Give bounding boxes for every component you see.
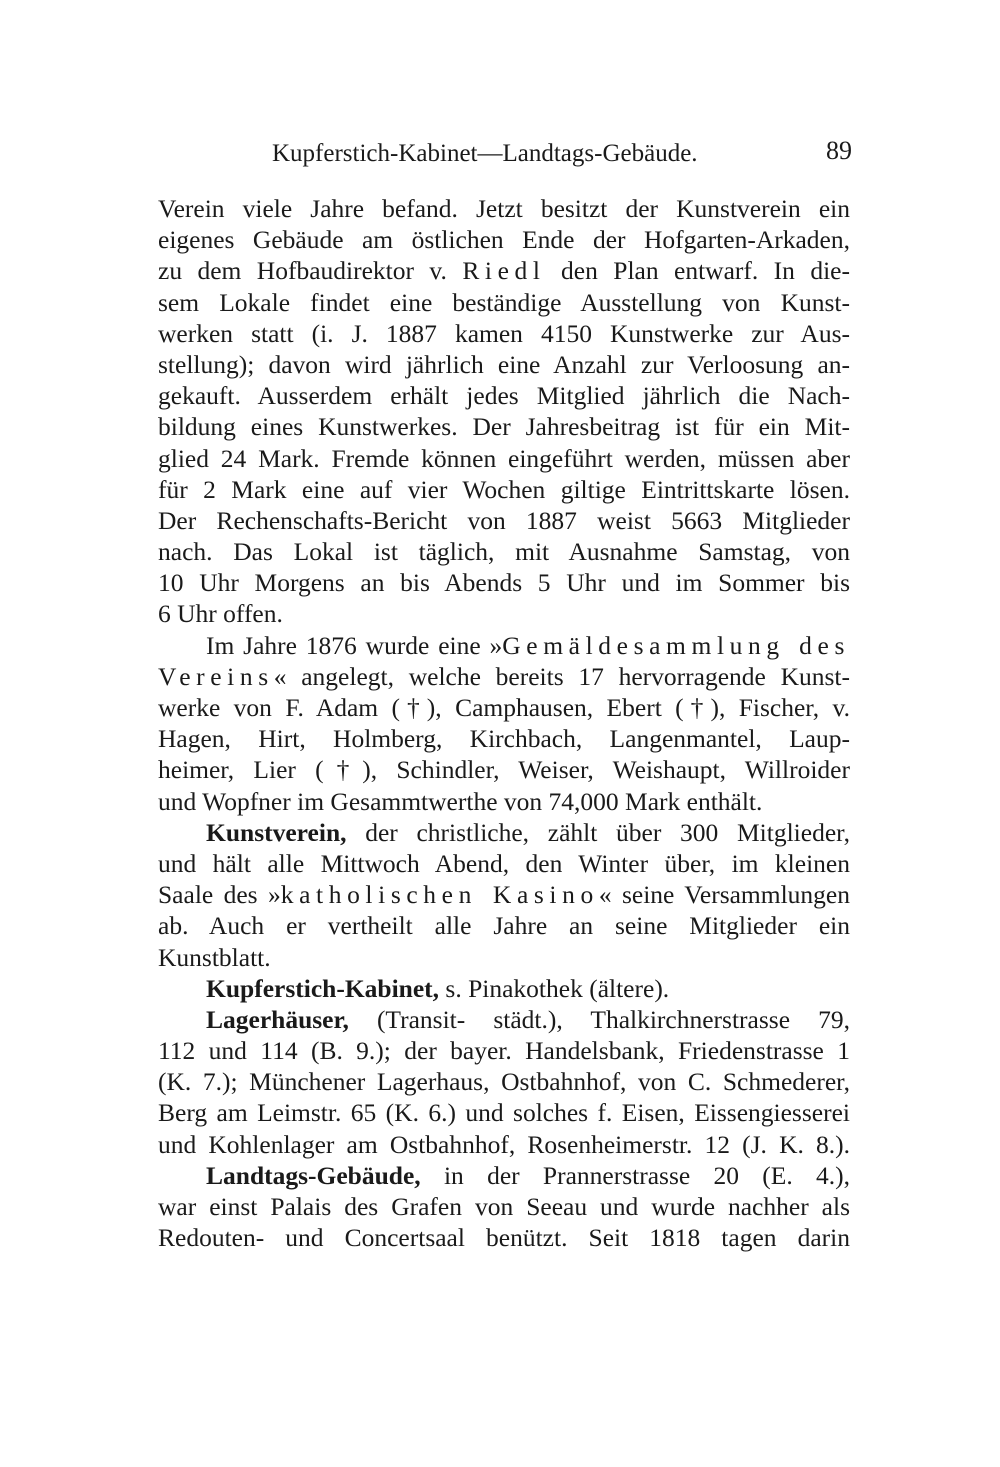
text-line: sem Lokale findet eine beständige Ausstellung von Kunst- xyxy=(158,287,850,317)
spaced-name: Riedl xyxy=(462,256,546,286)
entry-heading: Kupferstich-Kabinet, xyxy=(206,973,440,1003)
entry-heading: Landtags-Gebäude, xyxy=(206,1160,421,1190)
spaced-name: katholischen Kasino xyxy=(280,880,599,910)
text-line: stellung); davon wird jährlich eine Anzahl zur Verloosung an- xyxy=(158,349,850,379)
text-line: Redouten- und Concertsaal benützt. Seit 1818 tagen darin xyxy=(158,1223,850,1253)
text-line: war einst Palais des Grafen von Seeau und wurde nachher als xyxy=(158,1192,850,1221)
spaced-title: Gemäldesammlung des xyxy=(502,630,850,660)
text-line: bildung eines Kunstwerkes. Der Jahresbeitrag ist für ein Mit- xyxy=(158,412,850,442)
text-line: Vereins« angelegt, welche bereits 17 hervorragende Kunst- xyxy=(158,661,850,691)
spaced-title: Vereins xyxy=(158,661,274,691)
text-line: und Wopfner im Gesammtwerthe von 74,000 Mark enthält. xyxy=(158,786,763,816)
text-line: gekauft. Ausserdem erhält jedes Mitglied jährlich die Nach- xyxy=(158,381,850,411)
text-line: Kunstverein, der christliche, zählt über 300 Mitglieder, xyxy=(206,817,850,847)
text-line: für 2 Mark eine auf vier Wochen giltige Eintrittskarte lösen. xyxy=(158,474,850,504)
entry-heading: Kunstverein, xyxy=(206,817,347,847)
text-line: nach. Das Lokal ist täglich, mit Ausnahme Samstag, von xyxy=(158,537,850,567)
text-line: zu dem Hofbaudirektor v. Riedl den Plan entwarf. In die- xyxy=(158,256,850,286)
running-head: Kupferstich-Kabinet—Landtags-Gebäude. xyxy=(272,140,698,167)
text-line: und Kohlenlager am Ostbahnhof, Rosenheimerstr. 12 (J. K. 8.). xyxy=(158,1129,850,1159)
text-line: Kupferstich-Kabinet, s. Pinakothek (ältere). xyxy=(206,973,670,1003)
text-line: Lagerhäuser, (Transit- städt.), Thalkirchnerstrasse 79, xyxy=(206,1004,850,1034)
text-line: ab. Auch er vertheilt alle Jahre an seine Mitglieder ein xyxy=(158,911,850,941)
text-line: 10 Uhr Morgens an bis Abends 5 Uhr und im Sommer bis xyxy=(158,568,850,598)
entry-heading: Lagerhäuser, xyxy=(206,1004,349,1034)
text-line: (K. 7.); Münchener Lagerhaus, Ostbahnhof, von C. Schmederer, xyxy=(158,1067,850,1097)
text-line: eigenes Gebäude am östlichen Ende der Hofgarten-Arkaden, xyxy=(158,225,850,255)
text-line: Berg am Leimstr. 65 (K. 6.) und solches f. Eisen, Eissengiesserei xyxy=(158,1098,850,1128)
text-line: 112 und 114 (B. 9.); der bayer. Handelsbank, Friedenstrasse 1 xyxy=(158,1036,850,1066)
text-line: heimer, Lier (†), Schindler, Weiser, Weishaupt, Willroider xyxy=(158,755,850,785)
body-text xyxy=(158,193,850,1253)
page-number: 89 xyxy=(826,136,852,165)
text-line: Im Jahre 1876 wurde eine »Gemäldesammlung des xyxy=(206,630,850,660)
text-line: werke von F. Adam (†), Camphausen, Ebert (†), Fischer, v. xyxy=(158,693,850,722)
text-line: Landtags-Gebäude, in der Prannerstrasse 20 (E. 4.), xyxy=(206,1160,850,1190)
text-line: Verein viele Jahre befand. Jetzt besitzt der Kunstverein ein xyxy=(158,194,850,223)
text-line: Hagen, Hirt, Holmberg, Kirchbach, Langenmantel, Laup- xyxy=(158,724,850,754)
text-line: und hält alle Mittwoch Abend, den Winter über, im kleinen xyxy=(158,848,850,878)
text-line: 6 Uhr offen. xyxy=(158,599,283,629)
text-line: Der Rechenschafts-Bericht von 1887 weist 5663 Mitglieder xyxy=(158,505,850,535)
text-line: glied 24 Mark. Fremde können eingeführt werden, müssen aber xyxy=(158,443,850,473)
text-line: werken statt (i. J. 1887 kamen 4150 Kunstwerke zur Aus- xyxy=(158,318,850,348)
text-line: Kunstblatt. xyxy=(158,942,271,972)
text-line: Saale des »katholischen Kasino« seine Versammlungen xyxy=(158,880,850,910)
